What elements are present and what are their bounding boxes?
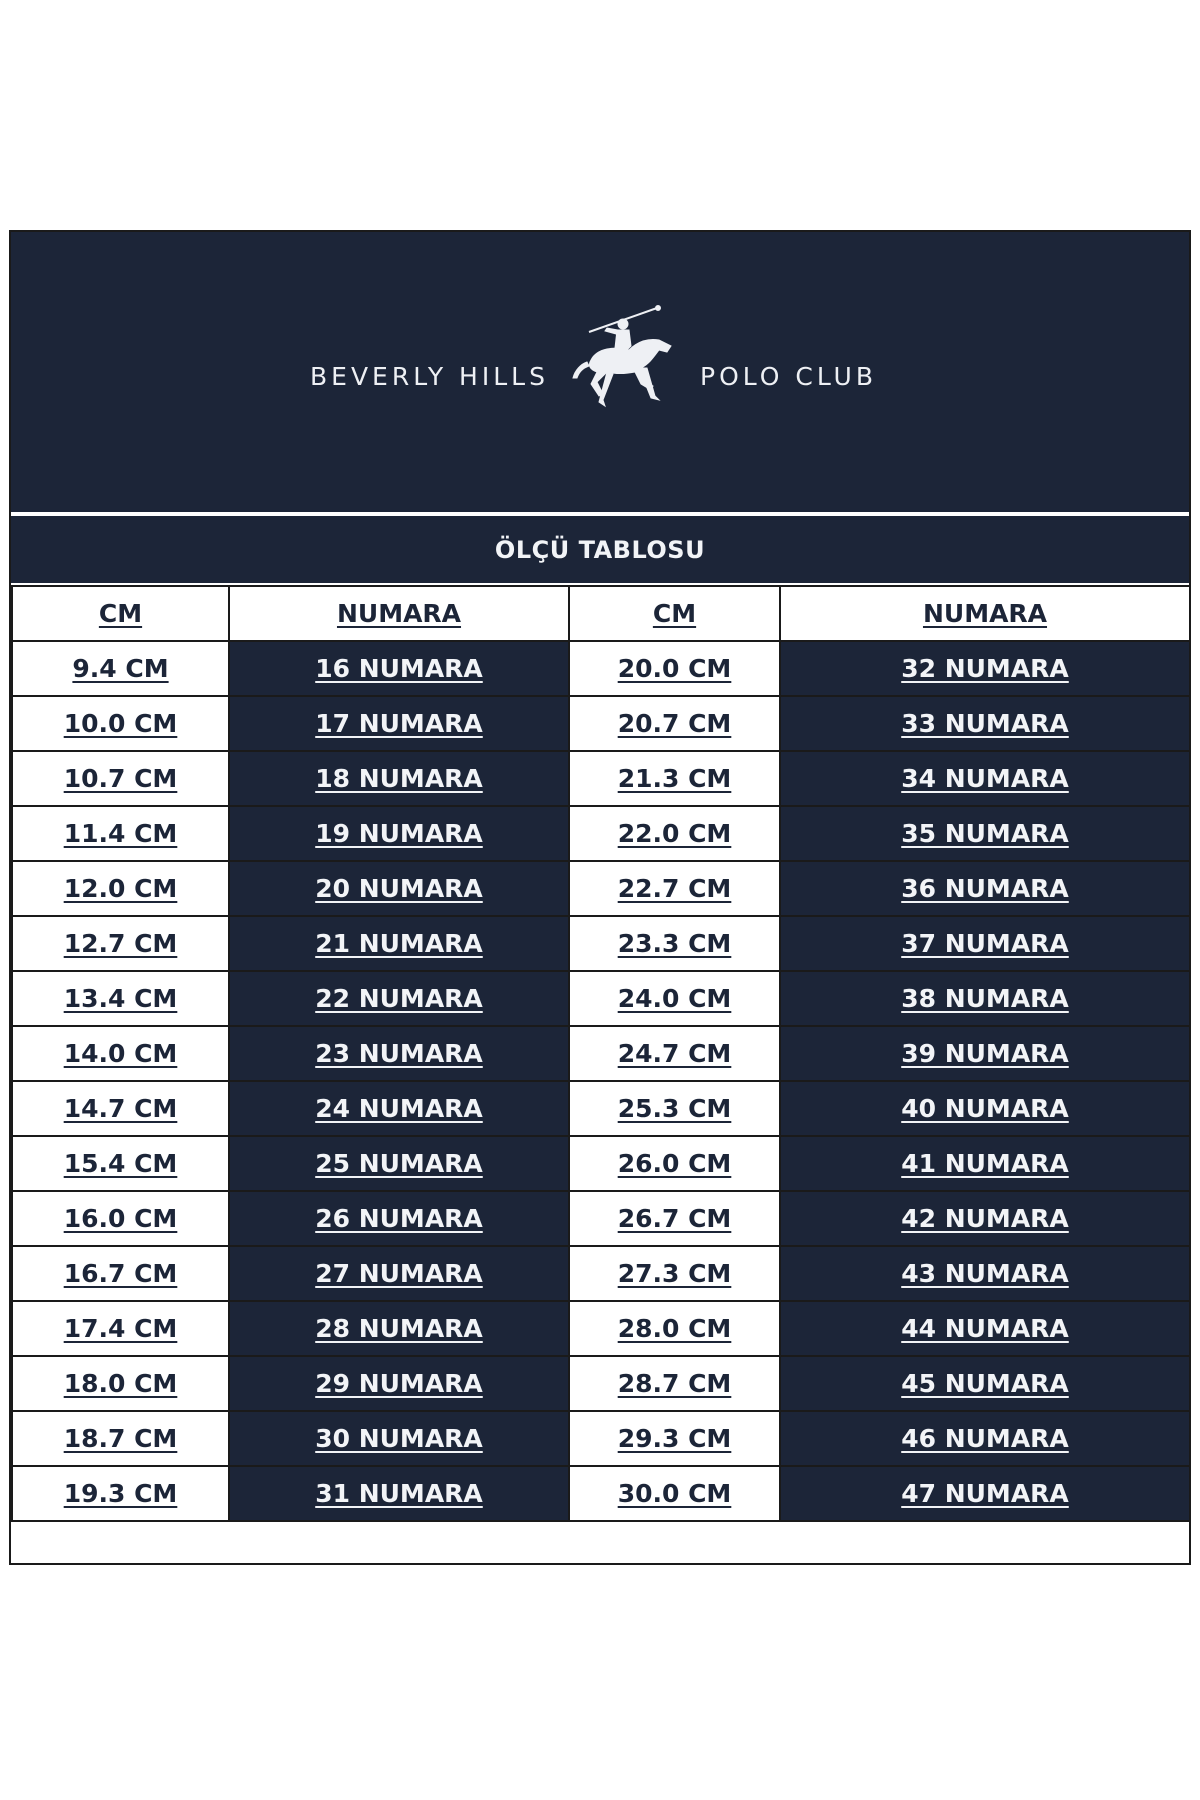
- table-row: [12, 806, 1190, 861]
- cm-cell: 23.3 CM: [569, 916, 780, 971]
- numara-cell: 40 NUMARA: [780, 1081, 1190, 1136]
- cm-cell: 12.7 CM: [12, 916, 229, 971]
- cm-cell: 19.3 CM: [12, 1466, 229, 1521]
- numara-cell: 17 NUMARA: [229, 696, 569, 751]
- cm-cell: 28.7 CM: [569, 1356, 780, 1411]
- cm-cell: 30.0 CM: [569, 1466, 780, 1521]
- brand-name-right: POLO CLUB: [700, 362, 878, 391]
- numara-cell: 25 NUMARA: [229, 1136, 569, 1191]
- numara-cell: 16 NUMARA: [229, 641, 569, 696]
- size-chart-sheet: [9, 230, 1191, 1565]
- cm-cell: 13.4 CM: [12, 971, 229, 1026]
- table-header-row: [12, 586, 1190, 641]
- table-row: [12, 641, 1190, 696]
- numara-cell: 18 NUMARA: [229, 751, 569, 806]
- polo-player-logo-icon: [567, 302, 687, 417]
- cm-cell: 18.7 CM: [12, 1411, 229, 1466]
- column-header-numara: NUMARA: [780, 586, 1190, 641]
- cm-cell: 14.0 CM: [12, 1026, 229, 1081]
- cm-cell: 14.7 CM: [12, 1081, 229, 1136]
- numara-cell: 36 NUMARA: [780, 861, 1190, 916]
- numara-cell: 24 NUMARA: [229, 1081, 569, 1136]
- numara-cell: 32 NUMARA: [780, 641, 1190, 696]
- numara-cell: 21 NUMARA: [229, 916, 569, 971]
- cm-cell: 17.4 CM: [12, 1301, 229, 1356]
- numara-cell: 46 NUMARA: [780, 1411, 1190, 1466]
- cm-cell: 11.4 CM: [12, 806, 229, 861]
- cm-cell: 20.7 CM: [569, 696, 780, 751]
- size-table: [11, 585, 1191, 1522]
- table-row: [12, 971, 1190, 1026]
- numara-cell: 39 NUMARA: [780, 1026, 1190, 1081]
- brand-name-left: BEVERLY HILLS: [310, 362, 549, 391]
- numara-cell: 38 NUMARA: [780, 971, 1190, 1026]
- numara-cell: 43 NUMARA: [780, 1246, 1190, 1301]
- column-header-cm: CM: [12, 586, 229, 641]
- cm-cell: 27.3 CM: [569, 1246, 780, 1301]
- cm-cell: 10.7 CM: [12, 751, 229, 806]
- numara-cell: 45 NUMARA: [780, 1356, 1190, 1411]
- table-row: [12, 1411, 1190, 1466]
- cm-cell: 24.7 CM: [569, 1026, 780, 1081]
- numara-cell: 34 NUMARA: [780, 751, 1190, 806]
- cm-cell: 24.0 CM: [569, 971, 780, 1026]
- cm-cell: 16.0 CM: [12, 1191, 229, 1246]
- numara-cell: 37 NUMARA: [780, 916, 1190, 971]
- cm-cell: 22.7 CM: [569, 861, 780, 916]
- numara-cell: 28 NUMARA: [229, 1301, 569, 1356]
- cm-cell: 15.4 CM: [12, 1136, 229, 1191]
- numara-cell: 27 NUMARA: [229, 1246, 569, 1301]
- numara-cell: 35 NUMARA: [780, 806, 1190, 861]
- numara-cell: 31 NUMARA: [229, 1466, 569, 1521]
- table-row: [12, 1081, 1190, 1136]
- numara-cell: 44 NUMARA: [780, 1301, 1190, 1356]
- table-row: [12, 1136, 1190, 1191]
- numara-cell: 26 NUMARA: [229, 1191, 569, 1246]
- cm-cell: 18.0 CM: [12, 1356, 229, 1411]
- numara-cell: 23 NUMARA: [229, 1026, 569, 1081]
- title-bar: [11, 516, 1189, 583]
- cm-cell: 21.3 CM: [569, 751, 780, 806]
- table-row: [12, 1301, 1190, 1356]
- numara-cell: 20 NUMARA: [229, 861, 569, 916]
- cm-cell: 28.0 CM: [569, 1301, 780, 1356]
- table-row: [12, 751, 1190, 806]
- cm-cell: 9.4 CM: [12, 641, 229, 696]
- table-row: [12, 1356, 1190, 1411]
- table-row: [12, 1466, 1190, 1521]
- cm-cell: 29.3 CM: [569, 1411, 780, 1466]
- cm-cell: 20.0 CM: [569, 641, 780, 696]
- table-row: [12, 1191, 1190, 1246]
- table-row: [12, 696, 1190, 751]
- column-header-cm: CM: [569, 586, 780, 641]
- brand-banner: [11, 232, 1189, 512]
- cm-cell: 16.7 CM: [12, 1246, 229, 1301]
- numara-cell: 41 NUMARA: [780, 1136, 1190, 1191]
- table-row: [12, 1246, 1190, 1301]
- cm-cell: 26.7 CM: [569, 1191, 780, 1246]
- table-row: [12, 1026, 1190, 1081]
- numara-cell: 30 NUMARA: [229, 1411, 569, 1466]
- table-row: [12, 916, 1190, 971]
- cm-cell: 10.0 CM: [12, 696, 229, 751]
- numara-cell: 19 NUMARA: [229, 806, 569, 861]
- table-row: [12, 861, 1190, 916]
- numara-cell: 42 NUMARA: [780, 1191, 1190, 1246]
- numara-cell: 29 NUMARA: [229, 1356, 569, 1411]
- cm-cell: 12.0 CM: [12, 861, 229, 916]
- cm-cell: 25.3 CM: [569, 1081, 780, 1136]
- column-header-numara: NUMARA: [229, 586, 569, 641]
- numara-cell: 22 NUMARA: [229, 971, 569, 1026]
- numara-cell: 33 NUMARA: [780, 696, 1190, 751]
- chart-title: ÖLÇÜ TABLOSU: [494, 535, 706, 564]
- cm-cell: 26.0 CM: [569, 1136, 780, 1191]
- numara-cell: 47 NUMARA: [780, 1466, 1190, 1521]
- cm-cell: 22.0 CM: [569, 806, 780, 861]
